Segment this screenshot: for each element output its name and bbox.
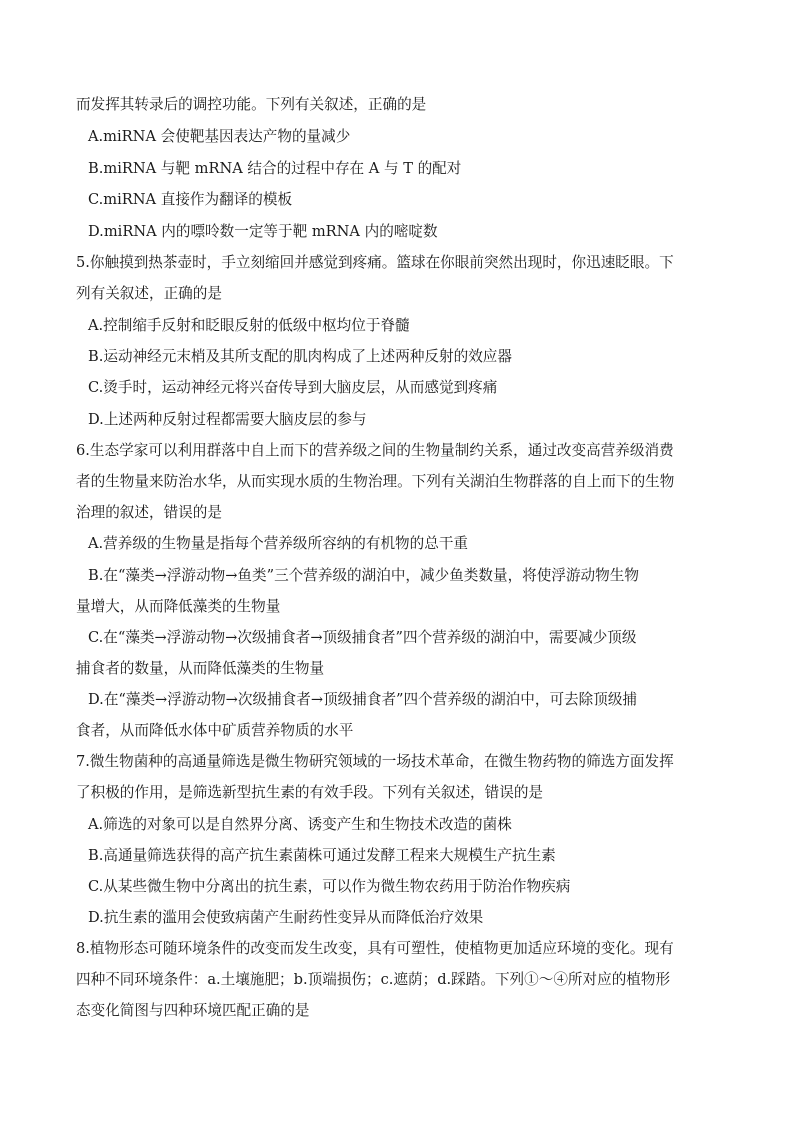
- q5-option-a: A.控制缩手反射和眨眼反射的低级中枢均位于脊髓: [88, 317, 410, 334]
- q4-option-b: B.miRNA 与靶 mRNA 结合的过程中存在 A 与 T 的配对: [88, 160, 462, 177]
- q6-option-c-cont: 捕食者的数量，从而降低藻类的生物量: [76, 660, 325, 677]
- q4-option-c: C.miRNA 直接作为翻译的模板: [88, 191, 293, 208]
- q7-stem-line: 了积极的作用，是筛选新型抗生素的有效手段。下列有关叙述，错误的是: [76, 784, 544, 801]
- q6-option-b-cont: 量增大，从而降低藻类的生物量: [76, 598, 281, 615]
- q5-option-b: B.运动神经元末梢及其所支配的肌肉构成了上述两种反射的效应器: [88, 348, 512, 365]
- q5-option-d: D.上述两种反射过程都需要大脑皮层的参与: [88, 411, 367, 428]
- q4-stem-line: 而发挥其转录后的调控功能。下列有关叙述，正确的是: [76, 96, 427, 113]
- q8-stem-line: 8.植物形态可随环境条件的改变而发生改变，具有可塑性，使植物更加适应环境的变化。现有: [76, 940, 674, 957]
- q5-stem-line: 列有关叙述，正确的是: [76, 285, 222, 302]
- q8-stem-line: 四种不同环境条件：a.土壤施肥；b.顶端损伤；c.遮荫；d.踩踏。下列①～④所对应的植物形: [76, 971, 671, 988]
- q7-option-a: A.筛选的对象可以是自然界分离、诱变产生和生物技术改造的菌株: [88, 816, 512, 833]
- q6-option-d-cont: 食者，从而降低水体中矿质营养物质的水平: [76, 722, 354, 739]
- q7-option-c: C.从某些微生物中分离出的抗生素，可以作为微生物农药用于防治作物疾病: [88, 878, 571, 895]
- q7-stem-line: 7.微生物菌种的高通量筛选是微生物研究领域的一场技术革命，在微生物药物的筛选方面发挥: [76, 753, 674, 770]
- q4-option-d: D.miRNA 内的嘌呤数一定等于靶 mRNA 内的嘧啶数: [88, 223, 438, 240]
- q6-stem-line: 者的生物量来防治水华，从而实现水质的生物治理。下列有关湖泊生物群落的自上而下的生物: [76, 473, 675, 490]
- q7-option-d: D.抗生素的滥用会使致病菌产生耐药性变异从而降低治疗效果: [88, 909, 484, 926]
- q5-option-c: C.烫手时，运动神经元将兴奋传导到大脑皮层，从而感觉到疼痛: [88, 379, 498, 396]
- q6-option-b: B.在“藻类→浮游动物→鱼类”三个营养级的湖泊中，减少鱼类数量，将使浮游动物生物: [88, 567, 639, 584]
- q4-option-a: A.miRNA 会使靶基因表达产物的量减少: [88, 128, 351, 145]
- q6-option-d: D.在“藻类→浮游动物→次级捕食者→顶级捕食者”四个营养级的湖泊中，可去除顶级捕: [88, 691, 638, 708]
- q8-stem-line: 态变化简图与四种环境匹配正确的是: [76, 1002, 310, 1019]
- q5-stem-line: 5.你触摸到热茶壶时，手立刻缩回并感觉到疼痛。篮球在你眼前突然出现时，你迅速眨眼。下: [76, 254, 674, 271]
- q6-stem-line: 治理的叙述，错误的是: [76, 504, 222, 521]
- q6-option-c: C.在“藻类→浮游动物→次级捕食者→顶级捕食者”四个营养级的湖泊中，需要减少顶级: [88, 629, 637, 646]
- q6-stem-line: 6.生态学家可以利用群落中自上而下的营养级之间的生物量制约关系，通过改变高营养级消费: [76, 442, 674, 459]
- q6-option-a: A.营养级的生物量是指每个营养级所容纳的有机物的总干重: [88, 535, 469, 552]
- q7-option-b: B.高通量筛选获得的高产抗生素菌株可通过发酵工程来大规模生产抗生素: [88, 847, 556, 864]
